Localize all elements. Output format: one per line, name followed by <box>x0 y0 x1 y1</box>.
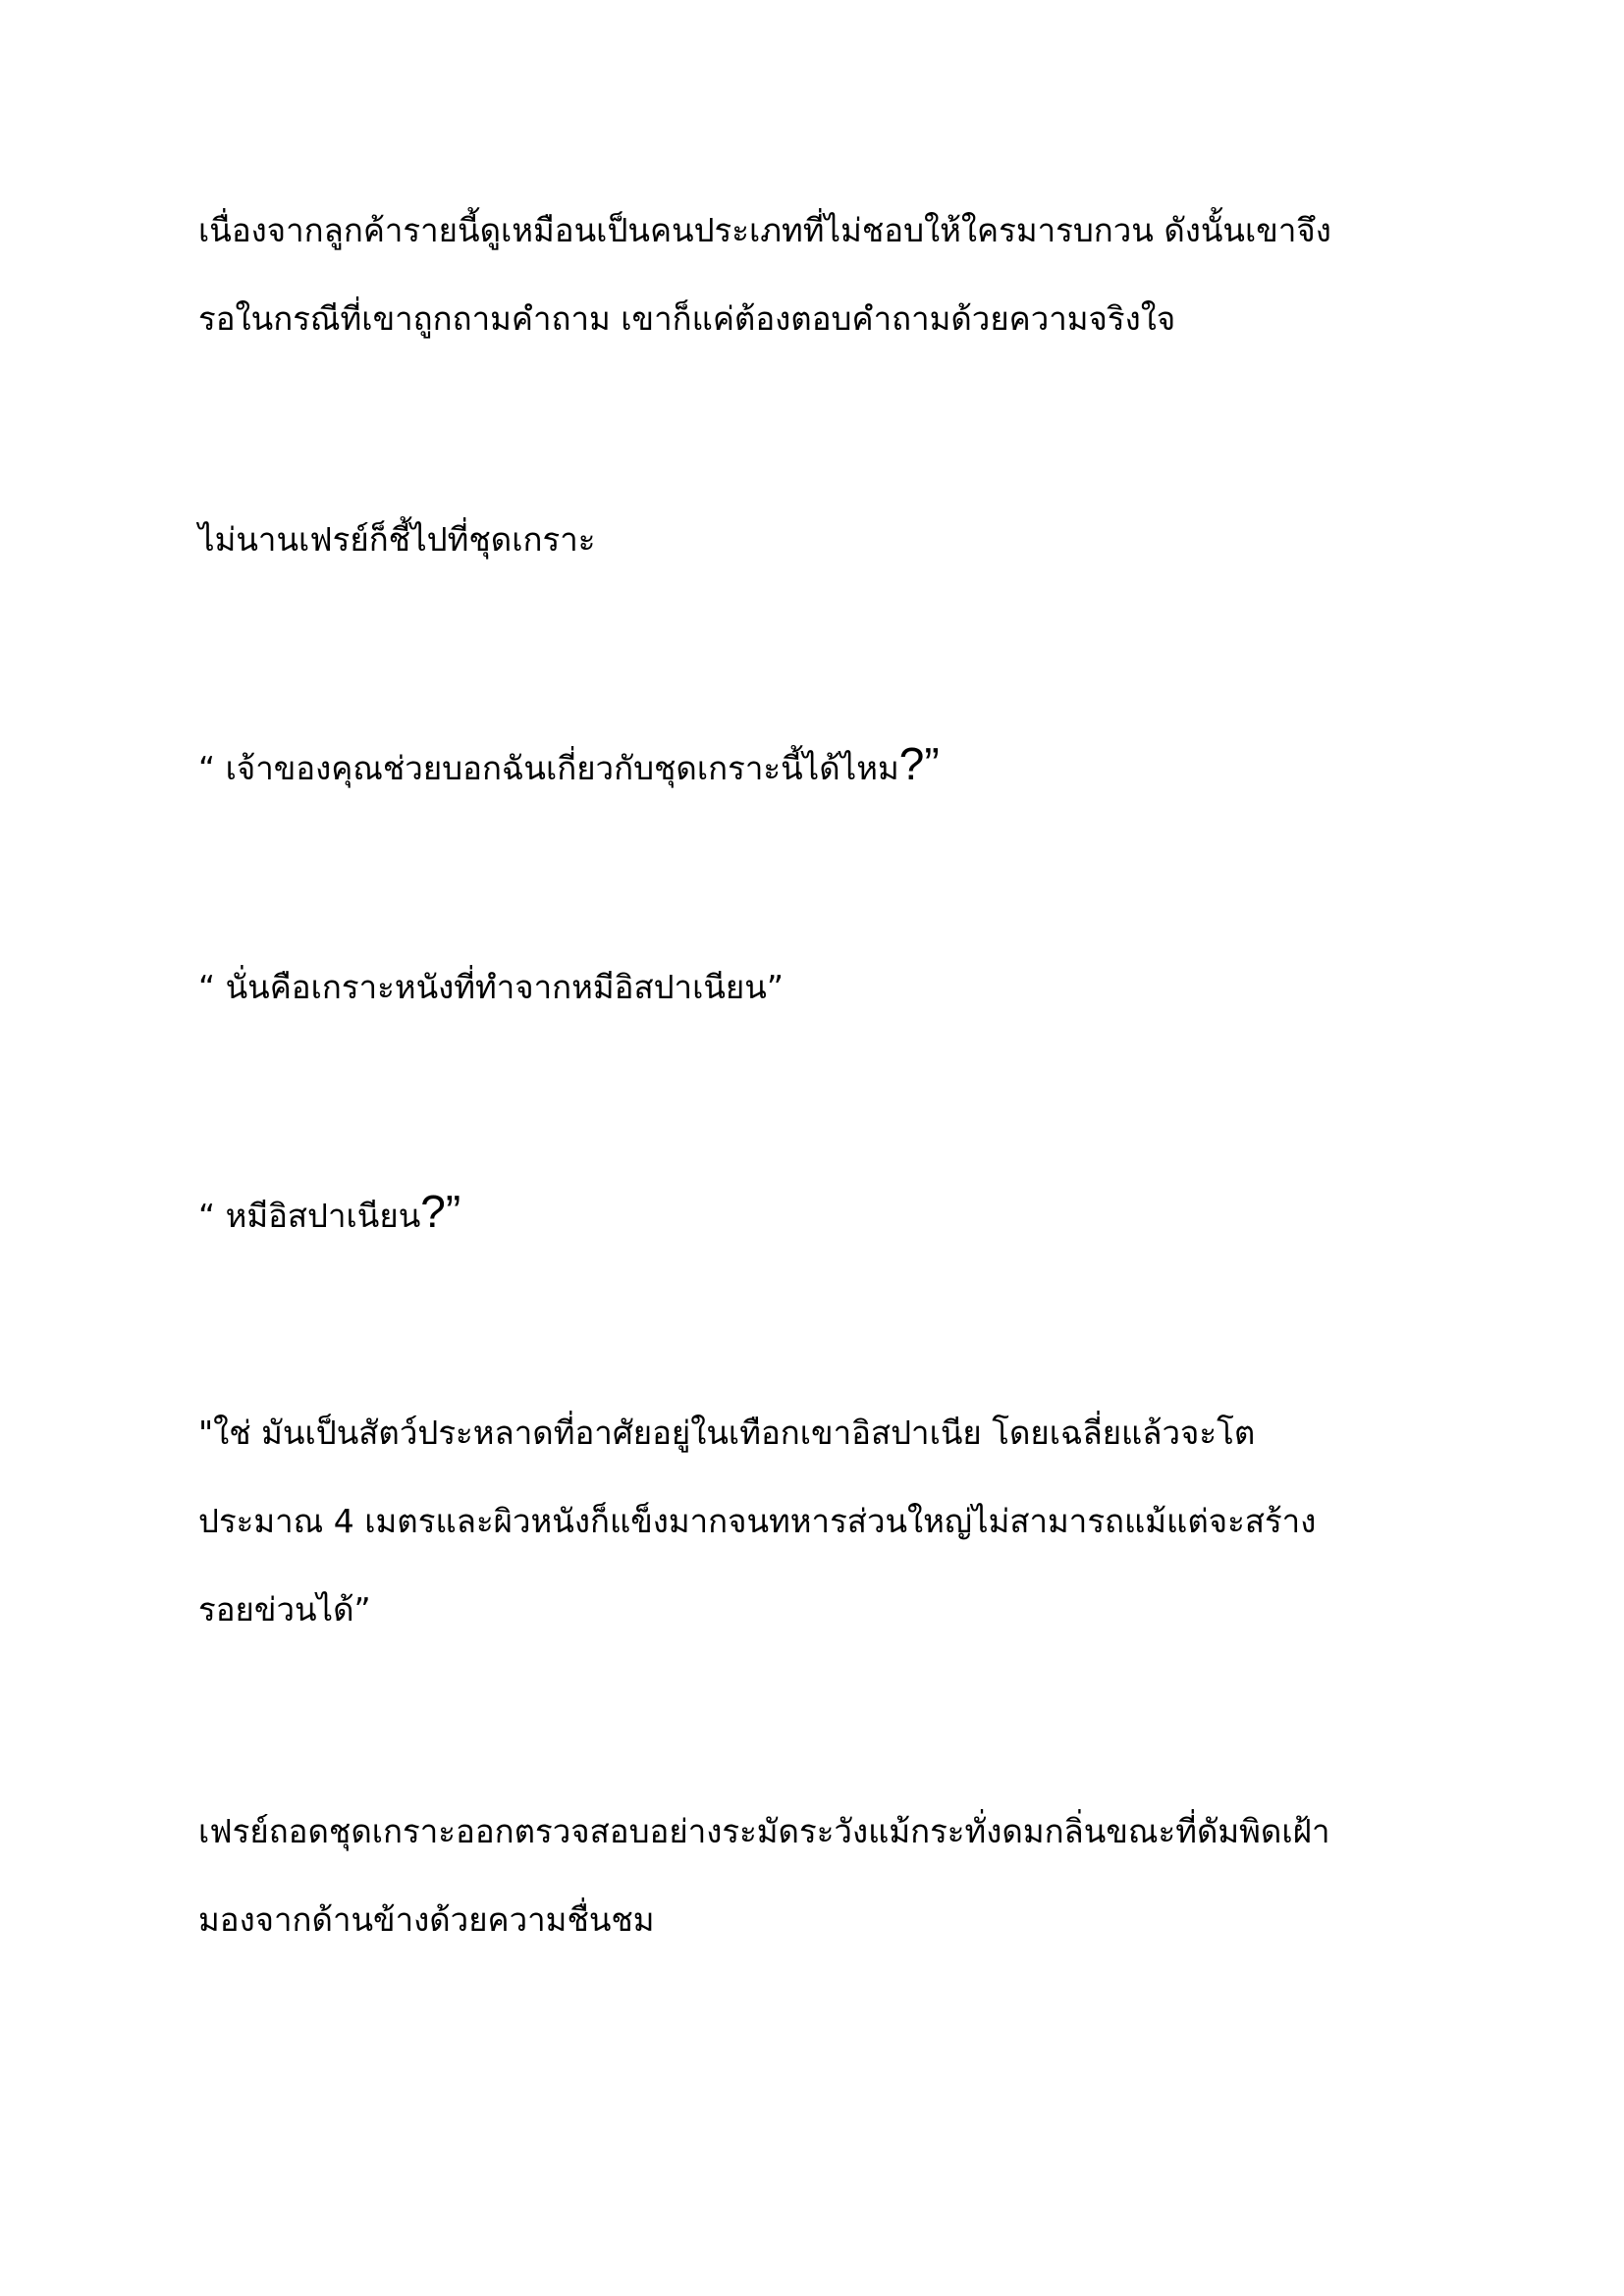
paragraph-6-line-1: "ใช่ มันเป็นสัตว์ประหลาดที่อาศัยอยู่ในเทือกเขาอิสปาเนีย โดยเฉลี่ยแล้วจะโต <box>198 1414 1256 1452</box>
paragraph-5-end: ?” <box>420 1186 461 1237</box>
paragraph-3-end: ?” <box>898 738 940 789</box>
paragraph-6-line-2: ประมาณ 4 เมตรและผิวหนังก็แข็งมากจนทหารส่วนใหญ่ไม่สามารถแม้แต่จะสร้าง <box>198 1502 1317 1540</box>
paragraph-7-line-2: มองจากด้านข้างด้วยความชื่นชม <box>198 1900 655 1939</box>
paragraph-6-line-3: รอยข่วนได้” <box>198 1590 371 1629</box>
paragraph-4: “ นั่นคือเกราะหนังที่ทำจากหมีอิสปาเนียน” <box>198 968 784 1006</box>
paragraph-2: ไม่นานเฟรย์ก็ชี้ไปที่ชุดเกราะ <box>198 520 596 559</box>
paragraph-5-text: “ หมีอิสปาเนียน <box>198 1197 421 1235</box>
paragraph-1-line-2: รอในกรณีที่เขาถูกถามคำถาม เขาก็แค่ต้องตอบคำถามด้วยความจริงใจ <box>198 299 1176 338</box>
paragraph-7-line-1: เฟรย์ถอดชุดเกราะออกตรวจสอบอย่างระมัดระวังแม้กระทั่งดมกลิ่นขณะที่ดัมพิดเฝ้า <box>198 1812 1330 1850</box>
paragraph-5 <box>198 1186 461 1238</box>
paragraph-3 <box>198 738 940 790</box>
paragraph-3-text: “ เจ้าของคุณช่วยบอกฉันเกี่ยวกับชุดเกราะนี้ได้ไหม <box>198 749 899 787</box>
paragraph-1-line-1: เนื่องจากลูกค้ารายนี้ดูเหมือนเป็นคนประเภทที่ไม่ชอบให้ใครมารบกวน ดังนั้นเขาจึง <box>198 211 1331 249</box>
